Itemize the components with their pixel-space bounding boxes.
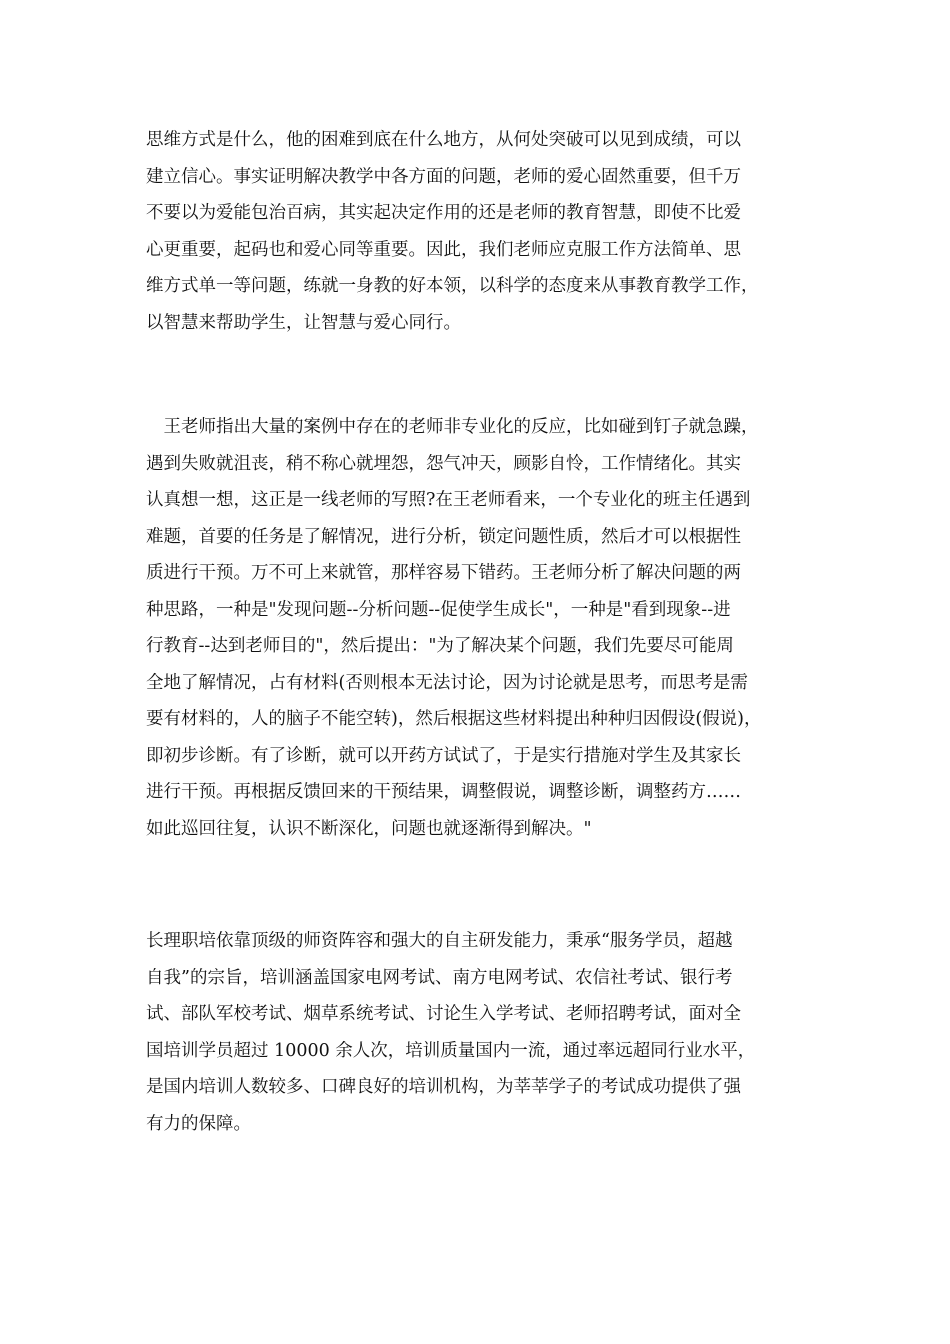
text-line: 长理职培依靠顶级的师资阵容和强大的自主研发能力，秉承“服务学员，超越 xyxy=(146,931,733,951)
text-line: 进行干预。再根据反馈回来的干预结果，调整假说，调整诊断，调整药方…… xyxy=(146,782,741,802)
paragraph-1 xyxy=(146,122,816,341)
text-line: 遇到失败就沮丧，稍不称心就埋怨，怨气冲天，顾影自怜，工作情绪化。其实 xyxy=(146,453,741,474)
text-line: 种思路，一种是"发现问题--分析问题--促使学生成长"，一种是"看到现象--进 xyxy=(146,599,731,620)
text-line: 以智慧来帮助学生，让智慧与爱心同行。 xyxy=(146,312,461,333)
text-line: 是国内培训人数较多、口碑良好的培训机构，为莘莘学子的考试成功提供了强 xyxy=(146,1077,741,1097)
text-line: 王老师指出大量的案例中存在的老师非专业化的反应，比如碰到钉子就急躁， xyxy=(146,417,759,437)
text-line: 试、部队军校考试、烟草系统考试、讨论生入学考试、老师招聘考试，面对全 xyxy=(146,1004,741,1024)
text-line: 不要以为爱能包治百病，其实起决定作用的还是老师的教育智慧，即使不比爱 xyxy=(146,203,741,223)
text-line: 要有材料的，人的脑子不能空转)，然后根据这些材料提出种种归因假设(假说)， xyxy=(146,709,762,729)
text-line: 思维方式是什么，他的困难到底在什么地方，从何处突破可以见到成绩，可以 xyxy=(146,130,741,150)
text-line: 心更重要，起码也和爱心同等重要。因此，我们老师应克服工作方法简单、思 xyxy=(146,239,741,260)
paragraph-2 xyxy=(146,409,816,847)
text-line: 有力的保障。 xyxy=(146,1113,251,1134)
text-line: 难题，首要的任务是了解情况，进行分析，锁定问题性质，然后才可以根据性 xyxy=(146,526,741,547)
text-line: 如此巡回往复，认识不断深化，问题也就逐渐得到解决。" xyxy=(146,818,592,839)
text-line: 质进行干预。万不可上来就管，那样容易下错药。王老师分析了解决问题的两 xyxy=(146,563,741,583)
text-line: 国培训学员超过 10000 余人次，培训质量国内一流，通过率远超同行业水平， xyxy=(146,1040,756,1061)
text-line: 维方式单一等问题，练就一身教的好本领，以科学的态度来从事教育教学工作， xyxy=(146,276,759,296)
text-line: 自我”的宗旨，培训涵盖国家电网考试、南方电网考试、农信社考试、银行考 xyxy=(146,967,733,988)
paragraph-3 xyxy=(146,923,816,1142)
text-line: 行教育--达到老师目的"，然后提出："为了解决某个问题，我们先要尽可能周 xyxy=(146,636,734,656)
text-line: 全地了解情况，占有材料(否则根本无法讨论，因为讨论就是思考，而思考是需 xyxy=(146,672,748,693)
text-line: 认真想一想，这正是一线老师的写照?在王老师看来，一个专业化的班主任遇到 xyxy=(146,490,751,510)
text-line: 即初步诊断。有了诊断，就可以开药方试试了，于是实行措施对学生及其家长 xyxy=(146,745,741,766)
text-line: 建立信心。事实证明解决教学中各方面的问题，老师的爱心固然重要，但千万 xyxy=(146,166,741,187)
